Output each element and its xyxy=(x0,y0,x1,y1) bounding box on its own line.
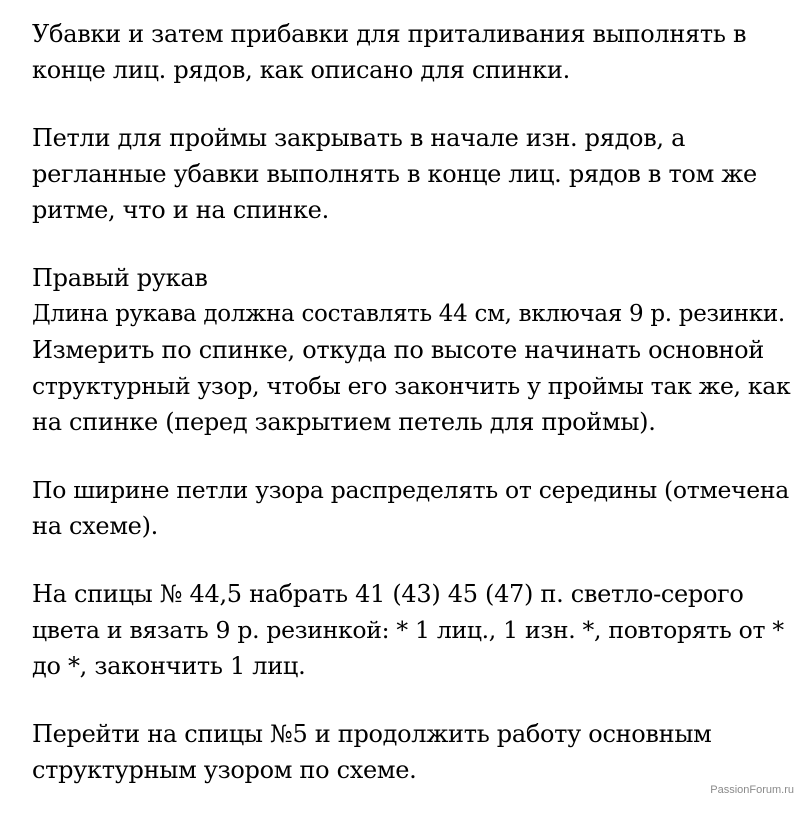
text-line: структурным узором по схеме. xyxy=(32,756,417,784)
paragraph-fitting xyxy=(32,16,792,88)
section-heading: Правый рукав xyxy=(32,264,208,292)
text-line: ритме, что и на спинке. xyxy=(32,196,329,224)
text-line: на схеме). xyxy=(32,512,158,540)
text-line: конце лиц. рядов, как описано для спинки. xyxy=(32,56,570,84)
paragraph-cast-on xyxy=(32,576,792,684)
paragraph-right-sleeve xyxy=(32,260,792,440)
text-line: регланные убавки выполнять в конце лиц. рядов в том же xyxy=(32,160,757,188)
text-line: Перейти на спицы №5 и продолжить работу основным xyxy=(32,720,712,748)
text-line: По ширине петли узора распределять от середины (отмечена xyxy=(32,476,789,504)
text-line: цвета и вязать 9 р. резинкой: * 1 лиц., 1 изн. *, повторять от * xyxy=(32,616,784,644)
watermark: PassionForum.ru xyxy=(710,784,794,796)
text-line: до *, закончить 1 лиц. xyxy=(32,652,306,680)
text-line: Измерить по спинке, откуда по высоте начинать основной xyxy=(32,336,764,364)
text-line: структурный узор, чтобы его закончить у проймы так же, как xyxy=(32,372,791,400)
text-line: На спицы № 44,5 набрать 41 (43) 45 (47) п. светло-серого xyxy=(32,580,744,608)
document-page xyxy=(32,16,792,820)
paragraph-armhole xyxy=(32,120,792,228)
paragraph-width xyxy=(32,472,792,544)
text-line: Убавки и затем прибавки для приталивания выполнять в xyxy=(32,20,747,48)
text-line: на спинке (перед закрытием петель для проймы). xyxy=(32,408,656,436)
text-line: Петли для проймы закрывать в начале изн. рядов, а xyxy=(32,124,686,152)
text-line: Длина рукава должна составлять 44 см, включая 9 р. резинки. xyxy=(32,301,785,327)
paragraph-main-pattern xyxy=(32,716,792,788)
